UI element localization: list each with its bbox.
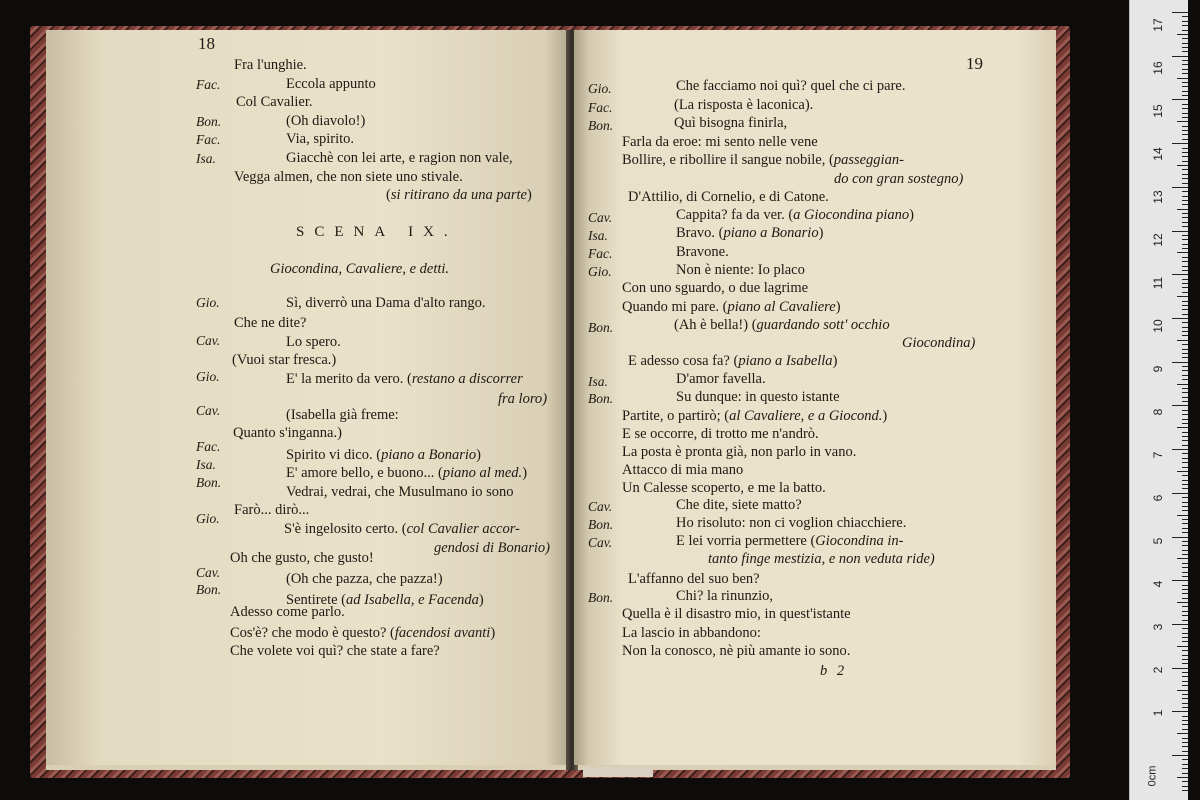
ruler-tick (1182, 576, 1188, 577)
ruler-tick (1182, 248, 1188, 249)
ruler-number: 6 (1151, 494, 1165, 502)
ruler-tick (1182, 502, 1188, 503)
stage-direction: (si ritirano da una parte) (386, 187, 532, 203)
speaker-label: Cav. (196, 403, 221, 418)
ruler-tick (1182, 30, 1188, 31)
ruler-tick (1182, 414, 1188, 415)
ruler-tick (1182, 244, 1188, 245)
ruler-tick (1182, 130, 1188, 131)
ruler-tick (1182, 628, 1188, 629)
verse-line: Giacchè con lei arte, e ragion non vale, (286, 150, 513, 166)
ruler-tick (1182, 467, 1188, 468)
ruler-tick (1182, 108, 1188, 109)
ruler-tick (1182, 567, 1188, 568)
ruler-tick (1182, 563, 1188, 564)
ruler-tick (1182, 82, 1188, 83)
ruler-tick (1182, 598, 1188, 599)
speaker-label: Fac. (196, 77, 221, 92)
ruler-tick (1182, 309, 1188, 310)
ruler-tick (1182, 462, 1188, 463)
ruler-tick (1182, 519, 1188, 520)
ruler-tick (1182, 768, 1188, 769)
ruler-tick (1182, 585, 1188, 586)
ruler-tick (1182, 650, 1188, 651)
ruler-tick (1182, 139, 1188, 140)
ruler-tick (1182, 410, 1188, 411)
ruler-tick (1182, 663, 1188, 664)
ruler-tick (1182, 781, 1188, 782)
verse-line: S'è ingelosito certo. (col Cavalier accor- (284, 521, 520, 537)
ruler-tick (1182, 685, 1188, 686)
ruler-tick (1182, 283, 1188, 284)
page-number: 19 (966, 54, 983, 73)
verse-line: Bravone. (676, 244, 729, 260)
ruler-tick (1182, 676, 1188, 677)
ruler-tick (1182, 419, 1188, 420)
verse-line: Adesso come parlo. (230, 604, 345, 620)
ruler-tick (1182, 523, 1188, 524)
ruler-tick (1177, 558, 1188, 559)
ruler-tick (1177, 78, 1188, 79)
speaker-label: Gio. (196, 369, 220, 384)
verse-line: Con uno sguardo, o due lagrime (622, 280, 809, 296)
ruler-tick (1177, 34, 1188, 35)
verse-line: Quì bisogna finirla, (674, 115, 788, 131)
ruler-tick (1182, 191, 1188, 192)
ruler-tick (1182, 235, 1188, 236)
stage-direction: Giocondina) (902, 335, 976, 351)
ruler-tick (1182, 305, 1188, 306)
ruler-tick (1182, 615, 1188, 616)
ruler-tick (1172, 537, 1188, 538)
ruler-tick (1182, 436, 1188, 437)
verse-line: Partite, o partirò; (al Cavaliere, e a Giocond.) (622, 408, 888, 424)
ruler-tick (1182, 488, 1188, 489)
ruler-tick (1177, 690, 1188, 691)
ruler-tick (1172, 755, 1188, 756)
ruler-tick (1177, 733, 1188, 734)
ruler-tick (1177, 296, 1188, 297)
speaker-label: Isa. (588, 374, 608, 389)
ruler-tick (1177, 252, 1188, 253)
ruler-tick (1182, 620, 1188, 621)
ruler-tick (1182, 349, 1188, 350)
ruler-tick (1177, 602, 1188, 603)
ruler-tick (1177, 121, 1188, 122)
ruler-tick (1182, 510, 1188, 511)
verse-line: Fra l'unghie. (234, 57, 307, 73)
ruler-tick (1182, 353, 1188, 354)
speaker-label: Fac. (588, 246, 613, 261)
ruler-tick (1182, 786, 1188, 787)
ruler-number: 12 (1151, 233, 1165, 247)
verse-line: Che volete voi quì? che state a fare? (230, 643, 440, 659)
ruler-tick (1172, 580, 1188, 581)
ruler-tick (1172, 318, 1188, 319)
verse-line: La lascio in abbandono: (622, 625, 761, 641)
ruler-tick (1182, 655, 1188, 656)
ruler-tick (1182, 16, 1188, 17)
ruler-tick (1182, 292, 1188, 293)
ruler-tick (1172, 449, 1188, 450)
verse-line: Bollire, e ribollire il sangue nobile, (passeggian- (622, 152, 904, 168)
verse-line: L'affanno del suo ben? (628, 571, 760, 587)
verse-line: Cos'è? che modo è questo? (facendosi avanti) (230, 625, 496, 641)
ruler-tick (1182, 738, 1188, 739)
open-book (46, 30, 1056, 770)
verse-line: E se occorre, di trotto me n'andrò. (622, 426, 819, 442)
ruler-tick (1177, 515, 1188, 516)
verse-line: E lei vorria permettere (Giocondina in- (676, 533, 904, 549)
verse-line: Vedrai, vedrai, che Musulmano io sono (286, 484, 514, 500)
stage-direction: gendosi di Bonario) (434, 540, 551, 556)
verse-line: Farla da eroe: mi sento nelle vene (622, 134, 818, 150)
ruler-tick (1172, 12, 1188, 13)
ruler-tick (1182, 217, 1188, 218)
verse-line: Bravo. (piano a Bonario) (676, 225, 824, 241)
verse-line: Spirito vi dico. (piano a Bonario) (286, 447, 481, 463)
speaker-label: Cav. (588, 499, 613, 514)
speaker-label: Cav. (196, 333, 221, 348)
speaker-label: Bon. (588, 517, 614, 532)
ruler-tick (1177, 340, 1188, 341)
stage-direction: do con gran sostegno) (834, 171, 964, 187)
speaker-label: Cav. (588, 210, 613, 225)
ruler-tick (1182, 423, 1188, 424)
ruler-tick (1182, 606, 1188, 607)
ruler-tick (1182, 126, 1188, 127)
ruler-tick (1182, 196, 1188, 197)
ruler-tick (1182, 314, 1188, 315)
ruler-tick (1177, 777, 1188, 778)
ruler-tick (1182, 86, 1188, 87)
ruler-tick (1182, 200, 1188, 201)
ruler-number: 4 (1151, 580, 1165, 588)
speaker-label: Fac. (196, 132, 221, 147)
ruler-tick (1182, 541, 1188, 542)
verse-line: Che ne dite? (234, 315, 307, 331)
speaker-label: Bon. (588, 391, 614, 406)
ruler-tick (1182, 366, 1188, 367)
ruler-number: 9 (1151, 365, 1165, 373)
ruler-tick (1182, 453, 1188, 454)
verse-line: Non è niente: Io placo (676, 262, 805, 278)
ruler-tick (1182, 226, 1188, 227)
ruler-tick (1177, 427, 1188, 428)
ruler-tick (1182, 322, 1188, 323)
ruler-tick (1182, 266, 1188, 267)
verse-line: Ho risoluto: non ci voglion chiacchiere. (676, 515, 907, 531)
ruler-tick (1182, 707, 1188, 708)
ruler-tick (1182, 397, 1188, 398)
ruler-tick (1182, 60, 1188, 61)
ruler-tick (1182, 270, 1188, 271)
ruler-number: 3 (1151, 623, 1165, 631)
verse-line: D'amor favella. (676, 371, 766, 387)
ruler-tick (1177, 165, 1188, 166)
ruler-tick (1182, 724, 1188, 725)
character-list: Giocondina, Cavaliere, e detti. (270, 261, 450, 277)
ruler-tick (1182, 764, 1188, 765)
ruler-tick (1182, 633, 1188, 634)
speaker-label: Bon. (196, 114, 222, 129)
ruler-tick (1182, 480, 1188, 481)
verse-line: La posta è pronta già, non parlo in vano. (622, 444, 857, 460)
verse-line: Lo spero. (286, 334, 341, 350)
ruler-tick (1182, 659, 1188, 660)
ruler-tick (1182, 716, 1188, 717)
ruler-tick (1182, 432, 1188, 433)
verse-line: (Ah è bella!) (guardando sott' occhio (674, 317, 890, 333)
ruler-number: 16 (1151, 61, 1165, 75)
ruler-tick (1182, 174, 1188, 175)
signature-mark: b 2 (820, 663, 845, 679)
ruler-tick (1182, 773, 1188, 774)
verse-line: Che dite, siete matto? (676, 497, 802, 513)
speaker-label: Bon. (196, 475, 222, 490)
verse-line: Vegga almen, che non siete uno stivale. (234, 169, 463, 185)
stage-direction: fra loro) (498, 391, 548, 407)
ruler-tick (1182, 152, 1188, 153)
ruler-tick (1182, 379, 1188, 380)
ruler-tick (1172, 99, 1188, 100)
ruler-tick (1182, 156, 1188, 157)
ruler-tick (1182, 95, 1188, 96)
verse-line: E' la merito da vero. (restano a discorrer (286, 371, 523, 387)
measuring-ruler (1129, 0, 1188, 800)
verse-line: Farò... dirò... (234, 502, 310, 518)
ruler-tick (1172, 362, 1188, 363)
ruler-tick (1182, 681, 1188, 682)
ruler-number: 7 (1151, 451, 1165, 459)
ruler-tick (1182, 301, 1188, 302)
ruler-tick (1182, 746, 1188, 747)
ruler-tick (1182, 445, 1188, 446)
ruler-tick (1182, 698, 1188, 699)
ruler-tick (1177, 384, 1188, 385)
speaker-label: Bon. (588, 118, 614, 133)
ruler-tick (1182, 113, 1188, 114)
speaker-label: Cav. (196, 565, 221, 580)
ruler-tick (1172, 405, 1188, 406)
ruler-tick (1182, 21, 1188, 22)
ruler-tick (1182, 148, 1188, 149)
ruler-tick (1182, 161, 1188, 162)
ruler-number: 17 (1151, 18, 1165, 32)
verse-line: Quando mi pare. (piano al Cavaliere) (622, 299, 841, 315)
ruler-tick (1182, 327, 1188, 328)
verse-line: (La risposta è laconica). (674, 97, 814, 113)
verse-line: Col Cavalier. (236, 94, 313, 110)
ruler-tick (1172, 231, 1188, 232)
ruler-tick (1182, 375, 1188, 376)
ruler-number: 1 (1151, 709, 1165, 717)
ruler-tick (1182, 392, 1188, 393)
ruler-tick (1182, 694, 1188, 695)
verse-line: Che facciamo noi quì? quel che ci pare. (676, 78, 906, 94)
verse-line: (Isabella già freme: (286, 407, 399, 423)
ruler-number: 11 (1151, 276, 1165, 290)
speaker-label: Gio. (588, 81, 612, 96)
ruler-tick (1177, 471, 1188, 472)
ruler-tick (1182, 641, 1188, 642)
speaker-label: Bon. (588, 590, 614, 605)
verse-line: Quella è il disastro mio, in quest'istante (622, 606, 851, 622)
ruler-tick (1182, 178, 1188, 179)
ruler-tick (1182, 545, 1188, 546)
speaker-label: Fac. (196, 439, 221, 454)
ruler-tick (1177, 646, 1188, 647)
ruler-tick (1182, 759, 1188, 760)
verse-line: (Oh che pazza, che pazza!) (286, 571, 443, 587)
ruler-tick (1172, 493, 1188, 494)
ruler-tick (1182, 287, 1188, 288)
verse-line: Eccola appunto (286, 76, 376, 92)
verse-line: Quanto s'inganna.) (233, 425, 342, 441)
ruler-tick (1172, 143, 1188, 144)
ruler-tick (1182, 484, 1188, 485)
verse-line: Sentirete (ad Isabella, e Facenda) (286, 592, 484, 608)
verse-line: Oh che gusto, che gusto! (230, 550, 374, 566)
ruler-number: 8 (1151, 408, 1165, 416)
ruler-tick (1182, 532, 1188, 533)
verse-line: Sì, diverrò una Dama d'alto rango. (286, 295, 486, 311)
ruler-number: 10 (1151, 319, 1165, 333)
speaker-label: Gio. (588, 264, 612, 279)
verse-line: (Vuoi star fresca.) (232, 352, 337, 368)
ruler-tick (1182, 25, 1188, 26)
ruler-tick (1182, 213, 1188, 214)
speaker-label: Isa. (588, 228, 608, 243)
ruler-tick (1182, 204, 1188, 205)
ruler-tick (1182, 790, 1188, 791)
ruler-tick (1182, 550, 1188, 551)
ruler-tick (1182, 637, 1188, 638)
scene-heading: SCENA IX. (296, 224, 458, 240)
ruler-tick (1182, 38, 1188, 39)
ruler-tick (1182, 222, 1188, 223)
ruler-tick (1182, 370, 1188, 371)
ruler-number: 15 (1151, 104, 1165, 118)
speaker-label: Bon. (588, 320, 614, 335)
speaker-label: Isa. (196, 457, 216, 472)
ruler-tick (1182, 279, 1188, 280)
ruler-tick (1182, 720, 1188, 721)
ruler-tick (1182, 73, 1188, 74)
ruler-tick (1182, 239, 1188, 240)
ruler-tick (1182, 388, 1188, 389)
ruler-tick (1182, 458, 1188, 459)
ruler-tick (1182, 572, 1188, 573)
ruler-tick (1182, 611, 1188, 612)
ruler-unit-label: 0cm (1146, 765, 1159, 787)
ruler-tick (1182, 47, 1188, 48)
ruler-tick (1182, 69, 1188, 70)
verse-line: Un Calesse scoperto, e me la batto. (622, 480, 826, 496)
ruler-number: 5 (1151, 537, 1165, 545)
ruler-tick (1182, 528, 1188, 529)
speaker-label: Cav. (588, 535, 613, 550)
ruler-tick (1182, 344, 1188, 345)
ruler-tick (1182, 183, 1188, 184)
ruler-tick (1182, 117, 1188, 118)
ruler-tick (1177, 209, 1188, 210)
verse-line: Chi? la rinunzio, (676, 588, 774, 604)
speaker-label: Isa. (196, 151, 216, 166)
ruler-tick (1172, 668, 1188, 669)
ruler-tick (1182, 43, 1188, 44)
ruler-tick (1172, 711, 1188, 712)
ruler-tick (1182, 440, 1188, 441)
verse-line: D'Attilio, di Cornelio, e di Catone. (628, 189, 829, 205)
ruler-number: 14 (1151, 147, 1165, 161)
ruler-tick (1182, 169, 1188, 170)
ruler-tick (1172, 624, 1188, 625)
ruler-tick (1182, 104, 1188, 105)
stage-direction: tanto finge mestizia, e non veduta ride) (708, 551, 935, 567)
ruler-tick (1182, 331, 1188, 332)
ruler-tick (1172, 274, 1188, 275)
ruler-tick (1172, 187, 1188, 188)
binding-thread (583, 767, 653, 777)
ruler-tick (1172, 56, 1188, 57)
ruler-tick (1182, 91, 1188, 92)
ruler-tick (1182, 497, 1188, 498)
page-number: 18 (198, 34, 215, 53)
verse-line: (Oh diavolo!) (286, 113, 366, 129)
ruler-tick (1182, 401, 1188, 402)
ruler-tick (1182, 593, 1188, 594)
ruler-tick (1182, 357, 1188, 358)
speaker-label: Fac. (588, 100, 613, 115)
verse-line: Attacco di mia mano (622, 462, 744, 478)
ruler-tick (1182, 506, 1188, 507)
ruler-tick (1182, 335, 1188, 336)
ruler-number: 13 (1151, 190, 1165, 204)
verse-line: E' amore bello, e buono... (piano al med.) (286, 465, 528, 481)
verse-line: Cappita? fa da ver. (a Giocondina piano) (676, 207, 914, 223)
verse-line: Non la conosco, nè più amante io sono. (622, 643, 851, 659)
ruler-tick (1182, 64, 1188, 65)
verse-line: Su dunque: in questo istante (676, 389, 840, 405)
ruler-tick (1182, 475, 1188, 476)
ruler-number: 2 (1151, 666, 1165, 674)
ruler-tick (1182, 261, 1188, 262)
ruler-tick (1182, 134, 1188, 135)
ruler-tick (1182, 554, 1188, 555)
right-page (574, 30, 1056, 765)
ruler-tick (1182, 742, 1188, 743)
ruler-tick (1182, 729, 1188, 730)
verse-line: E adesso cosa fa? (piano a Isabella) (628, 353, 838, 369)
ruler-tick (1182, 703, 1188, 704)
speaker-label: Gio. (196, 295, 220, 310)
ruler-tick (1182, 751, 1188, 752)
ruler-tick (1182, 51, 1188, 52)
ruler-tick (1182, 589, 1188, 590)
ruler-tick (1182, 672, 1188, 673)
verse-line: Via, spirito. (286, 131, 354, 147)
speaker-label: Bon. (196, 582, 222, 597)
speaker-label: Gio. (196, 511, 220, 526)
ruler-tick (1182, 257, 1188, 258)
left-page (46, 30, 566, 765)
